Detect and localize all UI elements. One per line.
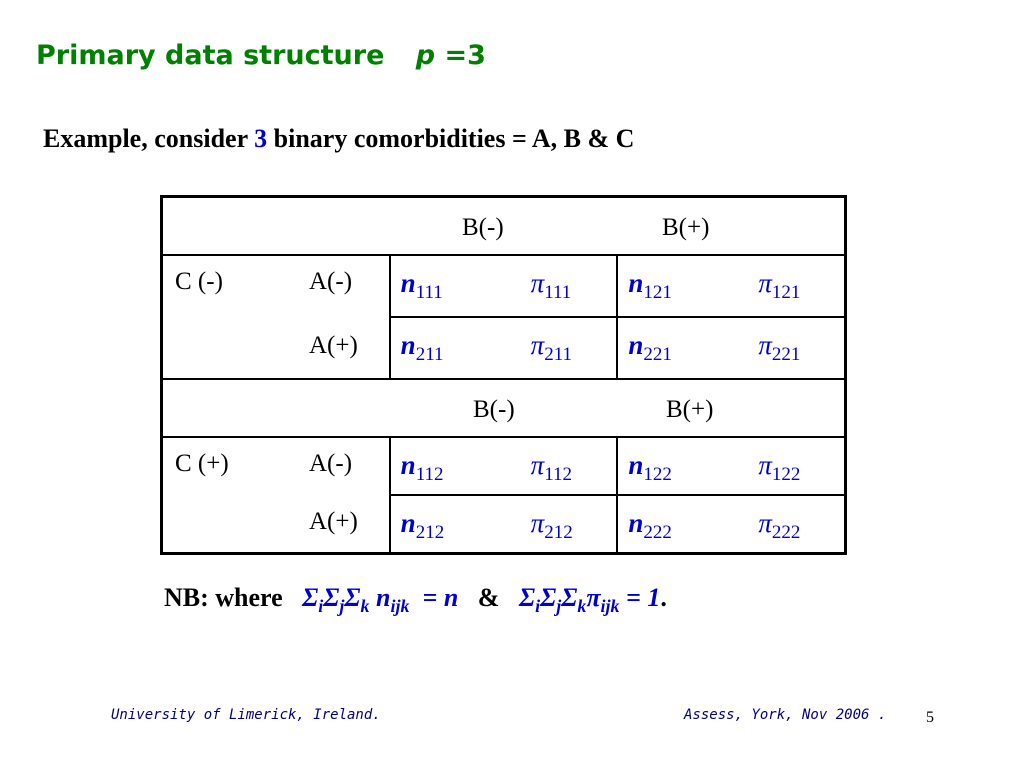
header-b-minus: B(-) (462, 214, 504, 241)
row-label-cell (162, 437, 390, 554)
probability-symbol: $\pi_{221}$ (758, 330, 801, 365)
table-cell (617, 495, 845, 554)
table-header-row (162, 379, 846, 437)
probability-symbol: $\pi_{121}$ (758, 268, 801, 303)
a-label: A(-) (309, 450, 353, 477)
probability-symbol: $\pi_{122}$ (758, 450, 801, 485)
c-label: C (-) (175, 268, 223, 295)
nb-end: . (660, 583, 667, 612)
header-b-plus: B(+) (662, 214, 710, 241)
nb-prefix: NB: where (164, 583, 283, 612)
table-header-row (162, 197, 846, 256)
count-symbol: $n_{212}$ (400, 508, 445, 543)
table-cell (617, 317, 845, 379)
c-label: C (+) (175, 450, 229, 477)
nb-note (164, 583, 667, 617)
probability-symbol: $\pi_{211}$ (530, 330, 572, 365)
count-symbol: $n_{211}$ (400, 330, 444, 365)
header-b-plus: B(+) (666, 396, 714, 423)
probability-symbol: $\pi_{212}$ (530, 508, 573, 543)
footer-institution: University of Limerick, Ireland. (111, 707, 381, 723)
probability-symbol: $\pi_{112}$ (530, 450, 572, 485)
table-cell (617, 437, 845, 495)
a-label: A(-) (309, 268, 353, 295)
table-header-cell (162, 379, 846, 437)
count-symbol: $n_{221}$ (628, 330, 672, 365)
row-label-cell (162, 255, 390, 379)
count-symbol: $n_{111}$ (400, 268, 443, 303)
count-symbol: $n_{222}$ (628, 508, 672, 543)
count-symbol: $n_{112}$ (400, 450, 444, 485)
probability-symbol: $\pi_{111}$ (530, 268, 572, 303)
probability-symbol: $\pi_{222}$ (758, 508, 801, 543)
intro-prefix: Example, consider (43, 124, 248, 153)
a-label: A(+) (309, 332, 358, 359)
intro-line (43, 124, 634, 154)
table-row (162, 255, 846, 317)
intro-number: 3 (254, 124, 268, 153)
contingency-table (160, 195, 847, 555)
table-cell (390, 495, 618, 554)
table-cell (390, 317, 618, 379)
a-label: A(+) (309, 508, 358, 535)
header-b-minus: B(-) (473, 396, 515, 423)
sum-count-formula: $\Sigma_i\Sigma_j\Sigma_k$ $n_{ijk} = n$ (302, 583, 459, 616)
table-cell (617, 255, 845, 317)
slide-title (36, 40, 486, 71)
table-row (162, 437, 846, 495)
count-symbol: $n_{122}$ (628, 450, 672, 485)
page-number: 5 (926, 709, 934, 726)
slide-title-value: =3 (444, 40, 486, 71)
table-cell (390, 437, 618, 495)
slide-title-symbol: p (415, 40, 436, 71)
table-header-cell (162, 197, 846, 256)
sum-probability-formula: $\Sigma_i\Sigma_j\Sigma_k\pi_{ijk} = 1$ (518, 583, 661, 616)
footer-event: Assess, York, Nov 2006 . (684, 707, 887, 723)
count-symbol: $n_{121}$ (628, 268, 672, 303)
slide-title-text: Primary data structure (36, 40, 385, 71)
nb-ampersand: & (477, 583, 500, 612)
table-cell (390, 255, 618, 317)
intro-suffix: binary comorbidities = A, B & C (273, 124, 635, 153)
